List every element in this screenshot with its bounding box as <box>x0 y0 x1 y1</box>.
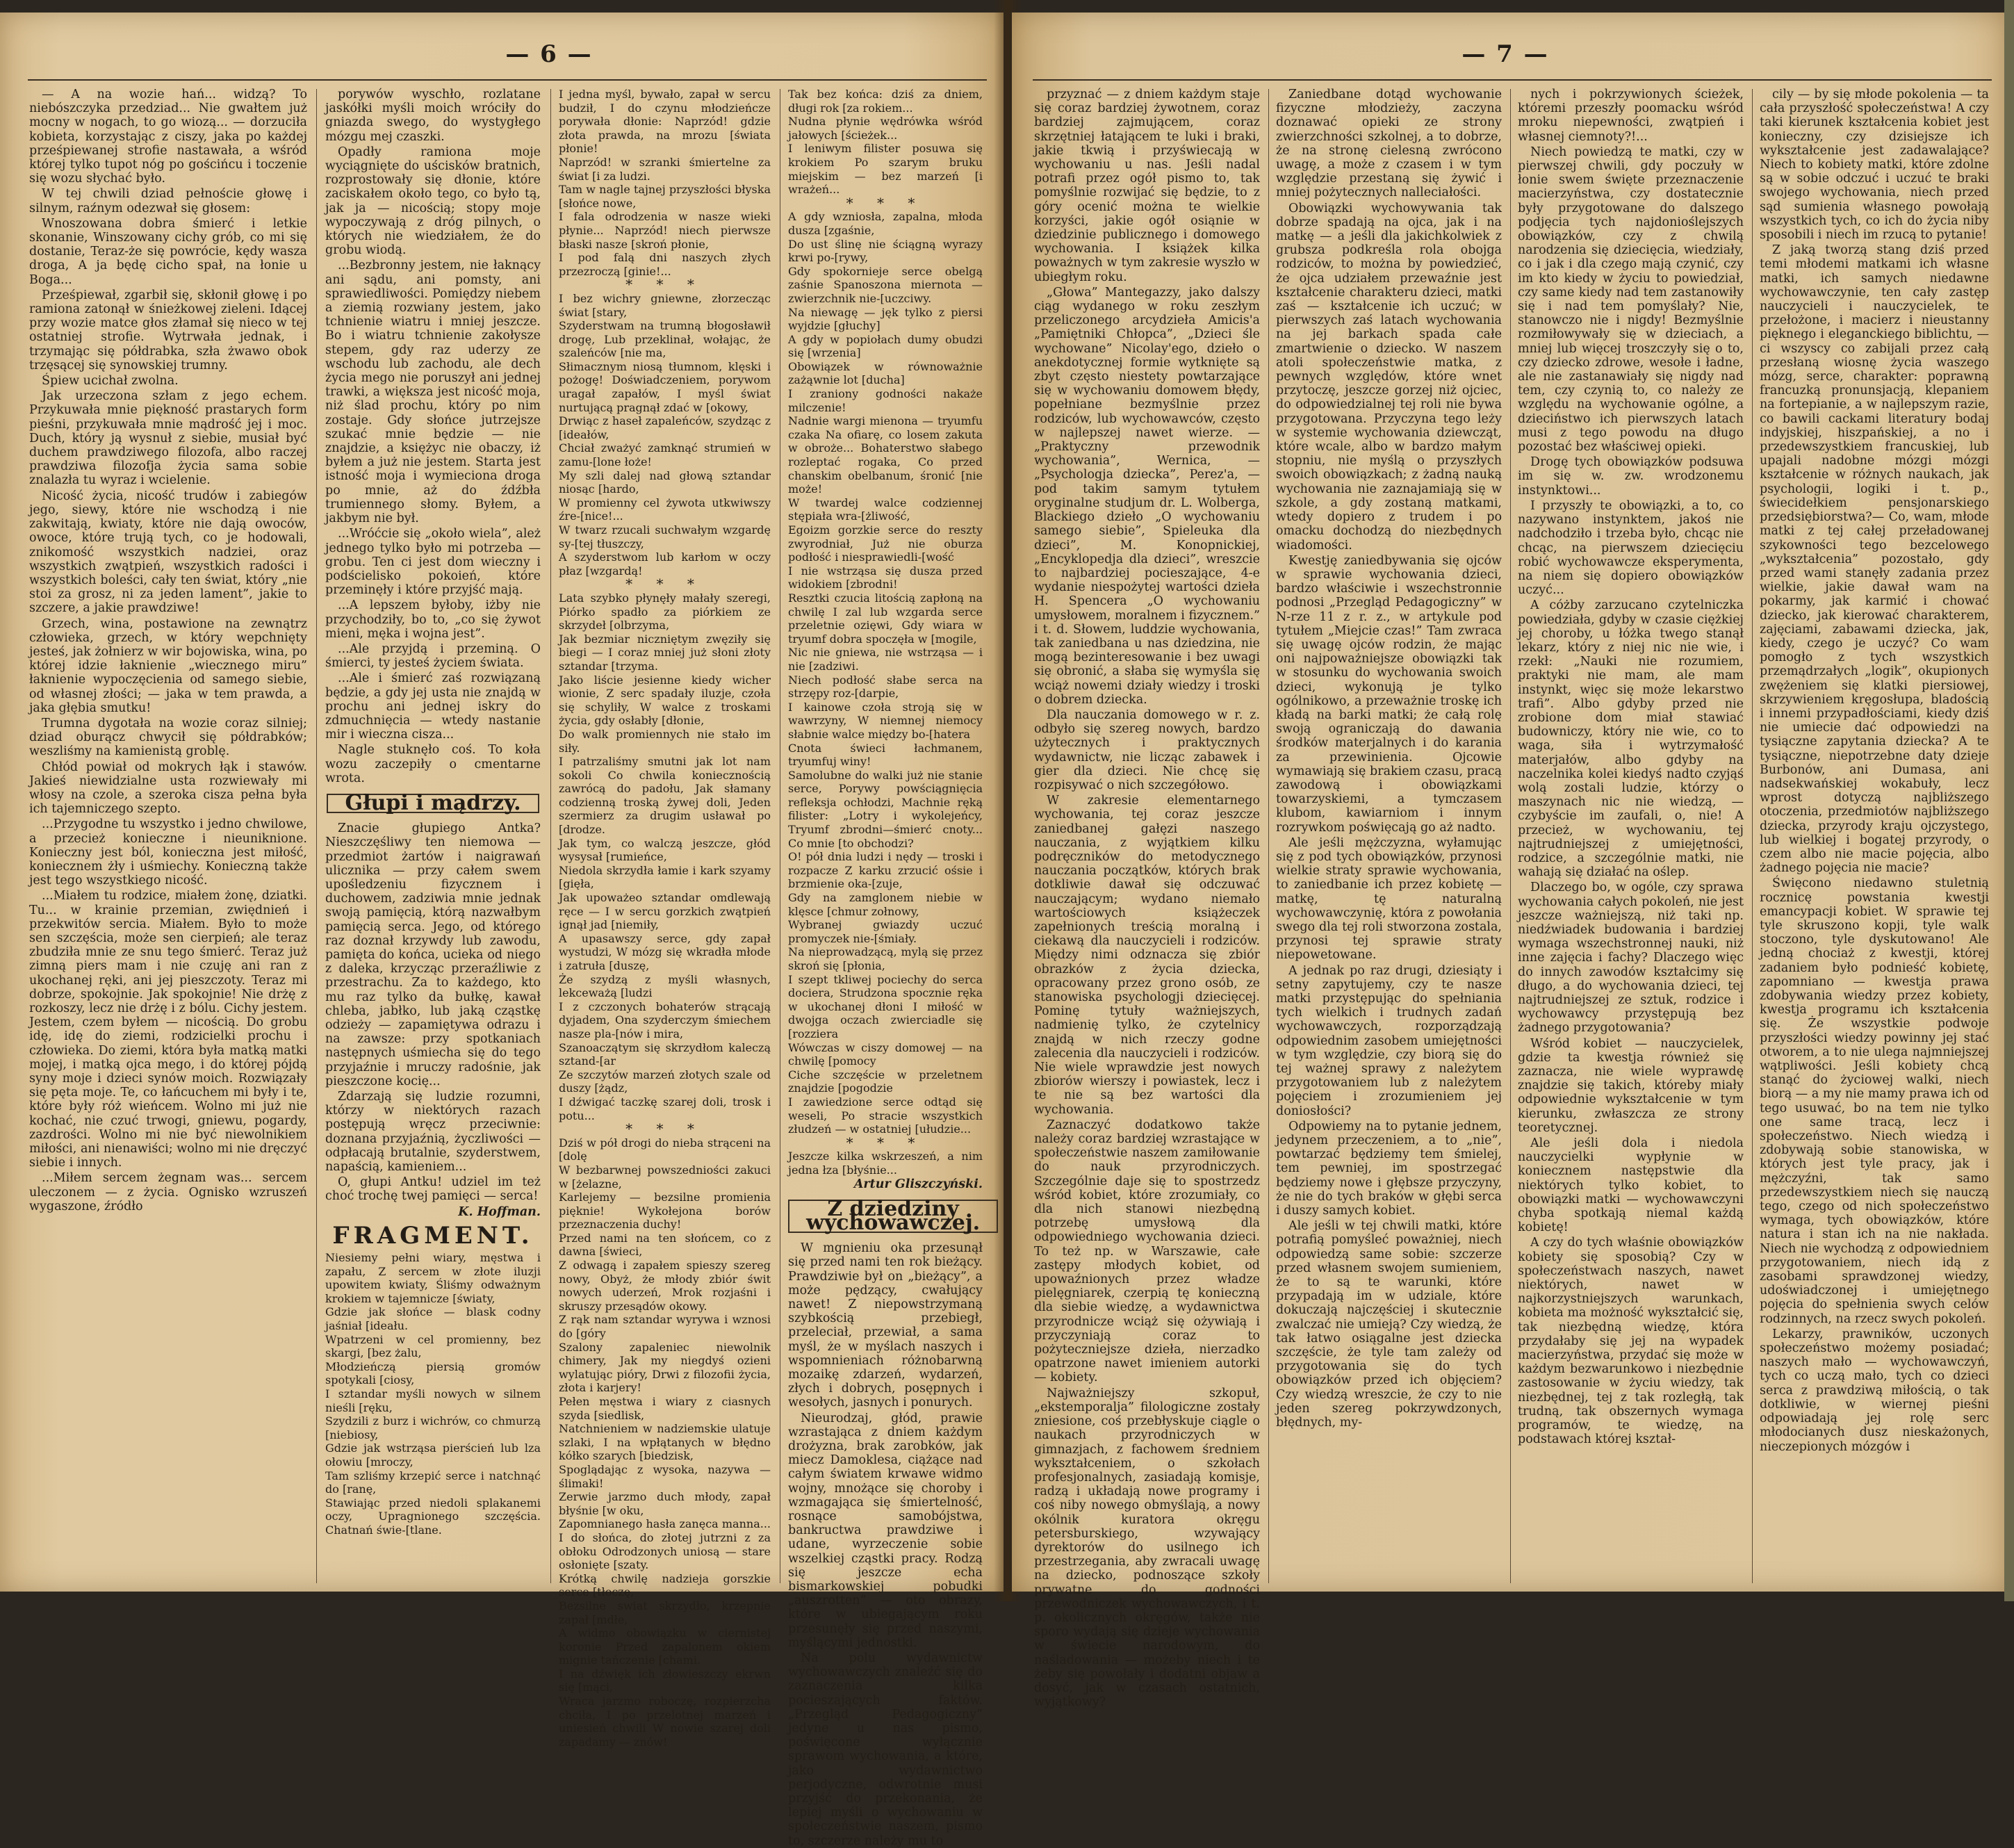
author-signature: Artur Gliszczyński. <box>853 1177 983 1191</box>
paragraph: Niesiemy pełni wiary, męstwa i zapału, Z sercem w złote iluzji upowitem kwiaty, Śliśmy odważnym krokiem w tajemnicze [światy, <box>325 1251 541 1305</box>
column-3 <box>1518 88 1744 1582</box>
paragraph: Gdy na zamglonem niebie w klęsce [chmur zołnowy, <box>788 891 983 918</box>
paragraph: Młodzieńczą piersią gromów spotykali [ciosy, <box>325 1359 541 1387</box>
paragraph: Przed nami na ten słońcem, co z dawna [świeci, <box>559 1231 771 1259</box>
section-separator: * * * <box>625 1120 704 1138</box>
paragraph: „Głowa” Mantegazzy, jako dalszy ciąg wydanego w roku zeszłym przeliczonego arcydzieła Amicis'a „Pamiętniki Chłopca”, „Dzieci śle wychowane” Nicolay'ego, dzieło o anekdotycznej formie wytknięte są zbyt często niestety powtarzające się w wychowaniu domowem błędy, popełniane bezmyślnie przez rodziców, lub wychowawców, często w najlepszej nawet wierze. — „Praktyczny przewodnik wychowania”, Wernica, — „Psychologja dziecka”, Perez'a, — pod takim samym tytułem oryginalne studjum dr. L. Wolberga, Blackiego dzieło „O wychowaniu samego siebie”, Spieleuka dla dzieci”, M. Konopnickiej, „Encyklopedja dla dzieci”, wreszcie to najbardziej pocieszające, 4-e wydanie niespożytej wartości dzieła H. Spencera „O wychowaniu umysłowem, moralnem i fizycznem.” i t. d. Słowem, luddzie wychowania, tak zaniedbana u nas dziedzina, nie mogą bezinteresowanie i bez uwagi się obronić, a słaba się wymyśla się wciąż nowemi działy wiedzy i troski o dobrem dziecka. <box>1034 285 1260 707</box>
paragraph: Nadnie wargi mienona — tryumfu czaka Na ofiarę, co losem zakuta w obroże... Bohaterstwo słabego rozleptać rogaka, Co przed chanskim obelbanum, śronić [nie może! <box>788 414 983 496</box>
paragraph: Ze szczytów marzeń złotych szale od duszy [żądz, <box>559 1068 771 1095</box>
paragraph: Gdzie jak wstrząsa pierścień lub lza ołowiu [mroczy, <box>325 1441 541 1469</box>
paragraph: Natchnieniem w nadziemskie ulatuje szlaki, I na wpłątanych w błędno kółko szarych [biedzisk, <box>559 1422 771 1463</box>
header-rule <box>28 79 987 81</box>
article-title-wrap <box>325 787 541 821</box>
paragraph: Dlaczego bo, w ogóle, czy sprawa wychowania całych pokoleń, nie jest jeszcze ważniejszą, niż taki np. niedźwiadek budowania i bardziej wymaga wszechstronnej nauki, niż inne zajęcia i fachy? Dlaczego więc do innych zawodów kształcimy się długo, a do wychowania dzieci, tej najtrudniejszej ze sztuk, rodzice i wychowawcy przystępują bez żadnego przygotowania? <box>1518 881 1744 1036</box>
paragraph: I przyszły te obowiązki, a to, co nazywano instynktem, jakoś nie nadchodziło i trzeba było, chcąc nie chcąc, na pierwszem dziecięciu robić wychowawcze eksperymenta, na niem się dopiero obowiązków uczyć... <box>1518 498 1744 598</box>
paragraph: I patrzaliśmy smutni jak lot nam sokoli Co chwila koniecznością zawrócą do padołu, Jak słamany codzienną troską żywej doli, Jeden szermierz za drugim usławał po [drodze. <box>559 755 771 837</box>
paragraph: W twarz rzucali suchwałym wzgardę sy-[tej tłuszczy, <box>559 523 771 550</box>
paragraph: Egoizm gorzkie serce do reszty zwyrodniał, Już nie oburza podłość i niesprawiedli-[wość <box>788 523 983 564</box>
paragraph: ...Ale i śmierć zaś rozwiązaną będzie, a gdy jej usta nie znajdą w prochu ani jednej iskry do zdmuchnięcia — wtedy nastanie mir i wieczna cisza... <box>325 671 541 742</box>
paragraph: Ale jeśli dola i niedola nauczycielki wypłynie w koniecznem następstwie dla niektórych tylko kobiet, to obowiązki matki — wychowawczyni chyba spotkają niemal każdą kobietę! <box>1518 1136 1744 1235</box>
paragraph: Śpiew ucichał zwolna. <box>42 374 179 389</box>
paragraph: Opadły ramiona moje wyciągnięte do uścisków bratnich, rozprostowały się dłonie, które zaciskałem około tego, co było tą, jak ja — nicością; stopy moje wypoczywają z dróg pilnych, o których nie wiedziałem, że do grobu wiodą. <box>325 145 541 258</box>
paragraph: O, głupi Antku! udziel im też choć trochę twej pamięci — serca! <box>325 1175 541 1204</box>
paragraph: Najważniejszy szkopuł, „ekstemporalja” filologiczne zostały zniesione, coś przebłyskuje ciągle o naukach przyrodniczych w gimnazjach, z fachowem średniem wykształceniem, o szkołach profesjonalnych, zasiadają komisje, radzą i układają nowe programy i coś niby nowego obmyślają, a nowy okólnik kuratora okręgu petersburskiego, wzywający dyrektorów do usilnego ich przestrzegania, aby zwracali uwagę na dziecko, podnoszące szkoły prywatne do godności przewodniczek wychowawczych, i t. p. okolicznych okręgów, także nie sporo wydają się dzieje wychowania w świecie narodowym, do naśladowania — możeby niech i te żeby się powołały i dodatni objaw a dosyć, jak w czasach ostatnich, wyjątkowy? <box>1034 1386 1260 1710</box>
column-3-poem <box>559 88 771 1749</box>
paragraph: W twardej walce codziennej stępiała wra-[żliwość, <box>788 496 983 523</box>
paragraph: cily — by się młode pokolenia — ta cała przyszłość społeczeństwa! A czy taki kierunek kształcenia kobiet jest konieczny, czy dzisiejsze ich wykształcenie jest zadawalające? Niech to kobiety matki, które zdolne są w sobie odczuć i uczuć te braki swojego wychowania, niech przed sąd sumienia własnego powołają wszystkich tych, co ich do życia niby sposobili i niech im rzucą to pytanie! <box>1760 88 1989 243</box>
paragraph: I dźwigać taczkę szarej doli, trosk i potu... <box>559 1095 771 1122</box>
paragraph: Samolubne do walki już nie stanie serce, Porywy powściągnięcia refleksja ochłodzi, Machnie ręką filister: „Lotry i wykolejeńcy, Tryumf zbrodni—śmierć cnoty... Co mnie [to obchodzi? <box>788 768 983 850</box>
paragraph: Bezsilne swiat skrzydło, krzepnie zapał [mdłe, <box>559 1598 771 1626</box>
section-separator: * * * <box>625 276 704 293</box>
article-title-wrap <box>788 1193 983 1241</box>
paragraph: I szept tkliwej pociechy do serca dociera, Strudzona spocznie ręka w ukochanej dłoni I miłość w dwojga oczach zwierciadle się [rozziera <box>788 972 983 1040</box>
header-rule <box>1033 79 1992 81</box>
poem-body <box>325 1251 541 1537</box>
paragraph: Ale jeśli mężczyzna, wyłamując się z pod tych obowiązków, przynosi wielkie straty sprawie wychowania, to zaniedbanie ich przez kobietę — matkę, tę naturalną wychowawczynię, która z powołania swego dla tej roli stworzona zostala, przynosi tej sprawie straty niepowetowane. <box>1276 835 1502 963</box>
paragraph: I z czczonych bohaterów strącają dyjadem, Ona szyderczym śmiechem nasze pla-[nów i mira, <box>559 999 771 1040</box>
article-title: Głupi i mądrzy. <box>327 794 539 813</box>
scan-edge <box>2004 0 2014 1601</box>
paragraph: Nagle stuknęło coś. To koła wozu zaczepiły o cmentarne wrota. <box>325 743 541 785</box>
paragraph: Dziś w pół drogi do nieba strąceni na [dolę <box>559 1136 771 1163</box>
paragraph: Jak bezmiar niczniętym zwęziły się biegi — I coraz mniej już słoni złoty sztandar [trzyma. <box>559 632 771 673</box>
paragraph: I jedna myśl, bywało, zapał w sercu budził, I do czynu młodzieńcze porywała dłonie: Naprzód! gdzie złota prawda, na mrozu [świata płonie! <box>559 88 771 156</box>
paragraph: Nieurodzaj, głód, prawie wzrastająca z dniem każdym drożyzna, brak zarobków, jak miecz Damoklesa, ciążące nad całym światem krwawe widmo wojny, mnożące się choroby i wzmagająca się śmiertelność, rosnące samobójstwa, bankructwa prawdziwe i udane, wyrzeczenie sobie wszelkiej cząstki pracy. Rodzą się jeszcze echa bismarkowskiej pobudki „auszrotten” — oto obrazy, które w ubiegającym roku przesunęły się przed naszymi, myślącymi jednostki. <box>788 1411 983 1650</box>
paragraph: Zapomnianego hasła zanęca manna... I do słońca, do złotej jutrzni z za obłoku Odrodzonych uniosą — stare osłonięte [szaty. <box>559 1517 771 1572</box>
author-signature: K. Hoffman. <box>458 1204 541 1219</box>
paragraph: ...Miłem sercem żegnam was... sercem uleczonem — z życia. Ognisko wzruszeń wygaszone, źródło <box>29 1171 307 1213</box>
paragraph: Trumna dygotała na wozie coraz silniej; dziad oburącz chwycił się półdrabków; weszliśmy na kamienistą groblę. <box>29 716 307 759</box>
paragraph: I leniwym filister posuwa się krokiem Po szarym bruku miejskim — bez marzeń [i wrażeń... <box>788 142 983 197</box>
column-divider <box>1510 89 1511 1583</box>
paragraph: ...Przygodne tu wszystko i jedno chwilowe, a przecież konieczne i nieuniknione. Konieczny jest ból, konieczna jest miłość, koniecznem żły i uśmiechy. Konieczną także jest tego wszystkiego nicość. <box>29 817 307 888</box>
left-page <box>0 13 1004 1848</box>
paragraph: Wówczas w ciszy domowej — na chwilę [pomocy <box>788 1040 983 1068</box>
paragraph: A gdy w popiołach dumy obudzi się [wrzenia] <box>788 332 983 360</box>
paragraph: I nie wstrząsa się dusza przed widokiem [zbrodni! <box>788 564 983 591</box>
paragraph: Chłód powiał od mokrych łąk i stawów. Jakieś niewidzialne usta rozwiewały mi włosy na czole, a szeroka cisza pełna była ich tajemniczego szepto. <box>29 760 307 817</box>
paragraph: Prześpiewał, zgarbił się, skłonił głowę i po ramiona zatonął w śnieżkowej zieleni. Idącej przy wozie matce głos złamał się nieco w tej ostatniej strofie. Wytrwała jednak, i trzymając się półdrabka, szła żwawo obok trzęsącej się synowskiej trumny. <box>29 288 307 373</box>
paragraph: I fala odrodzenia w nasze wieki płynie... Naprzód! niech pierwsze błaski nasze [skroń płonie, <box>559 210 771 251</box>
paragraph: Wpatrzeni w cel promienny, bez skargi, [bez żalu, <box>325 1332 541 1360</box>
paragraph: A cóżby zarzucano czytelniczka powiedziała, gdyby w czasie ciężkiej jej choroby, u łóżka twego stanął lekarz, który z niej nic nie wie, i rzekł: „Nauki nie rozumiem, praktyki nie mam, ale mam instynkt, więc się może lekarstwo trafi”. Albo gdyby przed nie zrobione dom miał stawiać budowniczy, który nie wie, co to waga, siła i wytrzymałość materjałów, albo gdyby na naczelnika kolei kiedyś nadto czyjąś wolą zostali ludzie, którzy o maszynach nic nie wiedzą, — czybyście im zaufali, o, nie! A przecież, w wychowaniu, tej najtrudniejszej z umiejętności, rodzice, a szczególnie matki, nie wahają się działać na oślep. <box>1518 598 1744 880</box>
paragraph: Do ust ślinę nie ściągną wyrazy krwi po-[rywy, <box>788 237 983 265</box>
paragraph: Jak urzeczona szłam z jego echem. Przykuwała mnie piękność prastarych form pieśni, przykuwała mnie mądrość jej i moc. Duch, który ją wysnuł z siebie, musiał być duchem prawdziwego filozofa, albo raczej prawdziwa filozofja życia sama sobie znalazła tu wyraz i wcielenie. <box>29 389 307 488</box>
paragraph: Z odwagą i zapałem spieszy szereg nowy, Obyż, że młody zbiór świt nowych uderzeń, Mrok rozjaśni i skruszy przesądów okowy. <box>559 1259 771 1313</box>
paragraph: ...Bezbronny jestem, nie łaknący ani sądu, ani pomsty, ani sprawiedliwości. Pomiędzy niebem a ziemią rozwiany jestem, jako tchnienie wiatru i mniej jeszcze. Bo i wiatru tchnienie zakołysze stepem, gdy raz uderzy ze wschodu lub zachodu, ale dech życia mego nie poruszył ani jednej trawki, a większa jest nicość moja, niż ślad prochu, który po nim zostaje. Gdy słońce jutrzejsze szukać mnie będzie — nie znajdzie, a księżyc nie obaczy, iż byłem a już nie jestem. Starta jest istność moja i wymieciona droga po mnie, aż do źdźbła trumiennego słomy. Byłem, a jakbym nie był. <box>325 259 541 526</box>
paragraph: A upasawszy serce, gdy zapał wystudzi, W mózg się wkradła młode i zatruła [duszę, <box>559 931 771 972</box>
paragraph: porywów wyschło, rozlatane jaskółki myśli moich wróciły do gniazda swego, do wystygłego mózgu mej czaszki. <box>325 88 541 144</box>
column-2 <box>325 88 541 1582</box>
column-4 <box>788 88 983 1848</box>
paragraph: Zerwie jarzmo duch młody, zapał błyśnie [w oku, <box>559 1490 771 1517</box>
paragraph: Ciche szczęście w przeletnem znajdzie [pogodzie <box>788 1068 983 1095</box>
paragraph: Dla nauczania domowego w r. z. odbyło się szereg nowych, bardzo użytecznych i praktycznych wydawnictw, nie licząc zabawek i gier dla dzieci. Nie chcę się rozpisywać o nich szczegółowo. <box>1034 708 1260 792</box>
paragraph: Do walk promiennych nie stało im siły. <box>559 727 771 755</box>
paragraph: Lekarzy, prawników, uczonych społeczeństwo możemy posiadać; naszych mało — wychowawczyń, tych co uczą mało, tych co dzieci serca z prawdziwą miłością, o tak dotkliwie, w wiernej pieśni odpowiadają jej rolę serc młodocianych dusz nieskażonych, nieczepionych mózgów i <box>1760 1327 1989 1454</box>
paragraph: Gdy spokornieje serce obelgą zaśnie Spanoszona miernota — zwierzchnik nie-[uczciwy. <box>788 264 983 305</box>
poem-title: FRAGMENT. <box>332 1221 534 1250</box>
paragraph: Na niewagę — jęk tylko z piersi wyjdzie [głuchy] <box>788 305 983 333</box>
paragraph: przyznać — z dniem każdym staje się coraz bardziej żywotnem, coraz bardziej zajmującem, coraz skrzętniej łatającem te luki i braki, jakie tkwią i przyświecają w wychowaniu u nas. Jeśli nadal potrafi przez ogół pismo to, tak pomyślnie rozwijać się będzie, to z góry ocenić można te wielkie korzyści, jakie ogół osiąnie w dziedzinie publicznego i domowego wychowania. I książek kilka poważnych w tym zakresie wyszło w ubiegłym roku. <box>1034 88 1260 284</box>
poem-body <box>788 88 983 1177</box>
paragraph: Pełen męstwa i wiary z ciasnych szyda [siedlisk, <box>559 1395 771 1422</box>
paragraph: Szyderstwam na trumną błogosławił drogę, Lub przeklinał, wołając, że szaleńców [nie ma, <box>559 319 771 360</box>
paragraph: Lata szybko płynęły małały szeregi, Piórko spadło za piórkiem ze skrzydeł [olbrzyma, <box>559 591 771 632</box>
paragraph: Niech powiedzą te matki, czy w pierwszej chwili, gdy poczuły w łonie swem święte przeznaczenie macierzyństwa, czy dostatecznie były przygotowane do dalszego podjęcia tych najdonioślejszych obowiązków, czy z chwilą narodzenia się dziecięcia, wiedziały, co i jak i dla czego mają czynić, czy im kto kiedy w życiu to powiedział, czy same kiedy nad tem zastanowiły się i nad tem pomyślały? Nie, stanowczo nie i nigdy! Bezmyślnie rozmiłowywały się w dzieciach, a mniej lub więcej troszczyły się o to, czy dziecko zdrowe, wesołe i ładne, ale nie zastanawiały się nigdy nad tem, czy czynią to, co należy ze względu na wychowanie ogólne, a dzieciństwo ich pierwszych latach musi z tego powodu na długo pozostać bez właściwej opieki. <box>1518 145 1744 455</box>
paragraph: A szyderstwom lub karłom w oczy płaz [wzgardą! <box>559 550 771 578</box>
paragraph: ...Miałem tu rodzice, miałem żonę, dziatki. Tu... w krainie przemian, zwiędnień i przekwitów sercia. Miałem. Było to może sen szczęścia, może sen cierpień; ale teraz zbudziła mnie ze snu tego śmierć. Teraz już zimną piers mam i nie czuję ani ran z ukochanej ręki, ani jej pieszczoty. Teraz mi dobrze, spokojnie. Jak spokojnie! Nie drżę z rozkoszy, lecz nie drżę i z bólu. Cichy jestem. Jestem, czem byłem — nicością. Do grobu idę, idę do ziemi, rodzicielki prochu i człowieka. Do ziemi, która była matką matki mojej, i matką ojca mego, i do której pójdą syny moje i dzieci synów moich. Rozwiązały się pęta moje. Te, co łańcuchem mi były i te, które były róż wieńcem. Wolno mi już nie kochać, nie czuć trwogi, gniewu, pogardy, zazdrości. Wolno mi nie być niewolnikiem miłości, ani nienawiści; wolno mi nie dręczyć siebie i innych. <box>29 889 307 1170</box>
paragraph: Resztki czucia litością zapłoną na chwilę I zal lub wzgarda serce przeletnie ozięwi, Gdy wiara w tryumf dobra spoczęła w [mogile, <box>788 591 983 646</box>
paragraph: Odpowiemy na to pytanie jednem, jedynem przeczeniem, a to „nie”, powtarzać będziemy tem śmielej, tem pewniej, im spostrzegać będziemy nowe i głębsze przyczyny, że nie do tych braków w głębi serca i duszy samych kobiet. <box>1276 1119 1502 1218</box>
section-separator: * * * <box>846 194 925 211</box>
paragraph: Szanoaczątym się skrzydłom kaleczą sztand-[ar <box>559 1040 771 1068</box>
paragraph: I zraniony godności nakaże milczenie! <box>788 387 983 414</box>
paragraph: Gdzie jak słońce — blask codny jaśniał [ideału. <box>325 1305 541 1333</box>
paragraph: Nudna płynie wędrówka wśród jałowych [ścieżek... <box>788 115 983 142</box>
page-number: — 7 — <box>1462 40 1549 68</box>
column-1 <box>29 88 307 1582</box>
paragraph: Zdarzają się ludzie rozumni, którzy w niektórych razach postępują wręcz przeciwnie: doznana przyjaźnią, życzliwości — odpłacają brutalnie, szyderstwem, napaścią, kamieniem... <box>325 1090 541 1175</box>
column-divider <box>1268 89 1269 1583</box>
page-number: — 6 — <box>505 40 593 68</box>
paragraph: O! pół dnia ludzi i nędy — troski i rozpacze Z karku zrzucić ośsie i brzmienie oka-[zuje, <box>788 850 983 891</box>
paragraph: Tam w nagle tajnej przyszłości błyska [słońce nowe, <box>559 183 771 210</box>
paragraph: Grzech, wina, postawione na zewnątrz człowieka, grzech, w który wepchnięty jesteś, jak żołnierz w wir bojowiska, wina, po której idzie łaknienie „wiecznego miru” łaknienie wypoczęcienia od samego siebie, od własnej złości; — jaka w tem prawda, a jaka głębia smutku! <box>29 616 307 715</box>
paragraph: Niedola skrzydła łamie i kark szyamy [gięła, <box>559 863 771 891</box>
paragraph: Święcono niedawno stuletnią rocznicę powstania kwestji emancypacji kobiet. W sprawie tej tyle skruszono kopji, tyle walk stoczono, tyle dyskutowano! Ale jedną chociaż z kwestji, której zadaniem było podnieść kobietę, zapomniano — kwestja prawa zdobywania wiedzy przez kobiety, kwestja programu ich kształcenia się. Że wszystkie podwoje przyszłości wiedzy powinny jej stać otworem, a to nie ulega najmniejszej wątpliwości. Jeśli kobiety chcą stanąć do życiowej walki, niech biorą — a my nie mamy prawa ich od tego usuwać, bo na tem nie tylko one same tracą, lecz i społeczeństwo. Niech wiedzą i zdobywają sobie stanowiska, w których jest tyle pracy, jak i mężczyźni, tak samo przedewszystkiem niech się nauczą tego, czego od nich społeczeństwo wymaga, tych obowiązków, które natura i stan ich na nie nakłada. Niech nie wychodzą z odpowiedniem przygotowaniem, niech idą z zasobami sprawdzonej wiedzy, udoświadczonej i umiejętnego pojęcia do spełnienia swych celów rodzinnych, na rzecz swych pokoleń. <box>1760 876 1989 1326</box>
paragraph: I sztandar myśli nowych w silnem nieśli [ręku, <box>325 1387 541 1414</box>
paragraph: nych i pokrzywionych ścieżek, któremi przeszły poomacku wśród mroku niepewności, zwątpień i własnej ciemnoty?!... <box>1518 88 1744 144</box>
paragraph: I na dźwięk ich złowieszczy ekrwn się [mąci, <box>559 1667 771 1694</box>
paragraph: Szydzili z burz i wichrów, co chmurzą [niebiosy, <box>325 1414 541 1441</box>
paragraph: W promienny cel żywota utkwiwszy źre-[nice!... <box>559 496 771 523</box>
paragraph: Wśród kobiet — nauczycielek, gdzie ta kwestja również się zaznacza, nie wiele wyprawdę znajdzie się takich, któreby miały odpowiednie wykształcenie w tym kierunku, zwłaszcza ze strony teoretycznej. <box>1518 1036 1744 1135</box>
paragraph: ...A lepszem byłoby, iżby nie przychodziły, bo to, „co się żywot mieni, męka i wojna jest”. <box>325 598 541 641</box>
paragraph: Wnoszowana dobra śmierć i letkie skonanie, Winszowany cichy grób, co mi się dostanie, Teraz-że się powrócie, kędy wasza droga, A ja będę cicho spał, na łonie u Boga... <box>29 216 307 287</box>
paragraph: Zaznaczyć dodatkowo także należy coraz bardziej wzrastające w społeczeństwie naszem zamiłowanie do nauk przyrodniczych. Szczególnie daje się to spostrzedz wśród kobiet, które zrozumiały, co dla nich stanowi niezbędną potrzebę umysłową dla odpowiedniego wychowania dzieci. To też np. w Warszawie, całe zastępy młodych kobiet, od upowaźnionych przez władze pielęgniarek, czerpią tę konieczną dla siebie wiedzę, a wydawnictwa przyrodnicze wciąż się ożywiają i przyczyniają coraz to pożyteczniejsze dzieła, nierzadko opatrzone nawet imieniem autorki — kobiety. <box>1034 1118 1260 1385</box>
paragraph: Krótką chwilę nadzieja gorszkie serce [tłoczę, <box>559 1571 771 1599</box>
paragraph: Ale jeśli w tej chwili matki, które potrafią pomyśleć poważniej, niech odpowiedzą same sobie: szczerze przed własnem swojem sumieniem, że to są te warunki, które przypadają im w udziale, które dokuczają najczęściej i skutecznie zwalczać nie umieją? Czy wiedzą, że tak łatwo osiągalne jest dziecka szczęście, że tyle tam zależy od przygotowania się do tych obowiązków przed ich objęciem? Czy wiedzą wreszcie, że czy to nie jeden szereg pokrzywdzonych, błędnych, my- <box>1276 1219 1502 1430</box>
paragraph: Jako liście jesienne kiedy wicher wionie, Z serc spadały iluzje, czoła się schyliły, W walce z troskami życia, gdy osłabły [dłonie, <box>559 673 771 728</box>
paragraph: Z jaką tworzą stang dziś przed temi młodemi matkami ich własne matki, ich samych niedawne wychowawczynie, ten cały zastęp nauczycieli i nauczycielek, te przełożone, i macierz i nieustanny pięknego i eleganckiego biblichtu, — ci wszyscy co zabijali przez całą przesłaną wiosnę życia waszego mózg, serce, charakter: poprawną francuzką pronunsjacją, klepaniem na fortepianie, a w najlepszym razie, co bawili cackami literatury bodaj indyjskiej, hiszpańskiej, a no i przedewszystkiem francuskiej, lub upajali nadobne mózgi mózgi kształcenie w różnych naukach, jak psychologii, logiki i t. p., świecidełkiem pensjonarskiego przedsiębiorstwa?— Co, wam, młode matki z tej całej przeładowanej szykowności tego bezcelowego „wykształcenia” pozostało, gdy przed wami stanęły zadania przez wielkie, jakie dawał wam na pokarmy, jak karmić i chować dziecko, jak kierować charakterem, zajęciami, zabawami dziecka, jak, kiedy, czego je uczyć? Co wam pomogło z tych wszystkich przemądrzałych „logik”, okupionych zwężeniem się klatki piersiowej, skrzywieniem kręgosłupa, bladością i innemi przypadłościami, kiedy dziś nie umiecie dać odpowiedzi na tysiączne zapytania dziecka? A te tysiączne, niepotrzebne daty dzieje Burbonów, ani Dumasa, ani nadsekwańskiej wokabuły, lecz wprost dotyczą najbliższego otoczenia, przedmiotów najbliższego dziecka, przyrody kraju ojczystego, lub wielkiej i bogatej przyrody, o czem albo nie macie pojęcia, albo żadnego pojęcia nie macie? <box>1760 243 1989 876</box>
section-separator: * * * <box>625 575 704 593</box>
paragraph: A czy do tych właśnie obowiązków kobiety się sposobią? Czy w społeczeństwach naszych, nawet niektórych, nawet w najkorzystniejszych warunkach, kobieta ma możność wykształcić się, tak niezbędną wiedzę, która przydałaby się jej na wypadek macierzyństwa, przydać się może w każdym bezwarunkowo i niezbędnie zastosowanie w życiu wiedzy, tak niezbędnej, tej z tak rozległą, tak trudną, tak obszernych wymaga programów, te wiedzę, na podstawach której kształ- <box>1518 1236 1744 1447</box>
paragraph: Z rąk nam sztandar wyrywa i wznosi do [góry <box>559 1313 771 1341</box>
paragraph: Zaniedbane dotąd wychowanie fizyczne młodzieży, zaczyna doznawać opieki ze strony zwierzchności szkolnej, a to dobrze, że na stronę cielesną zwrócono uwagę, a może z czasem i w tym względzie przestaną się żywić i mniej pożytecznych nalleciałości. <box>1276 88 1502 200</box>
paragraph: Na nieprowadzącą, mylą się przez skroń się [płonia, <box>788 945 983 972</box>
paragraph: W zakresie elementarnego wychowania, tej coraz jeszcze zaniedbanej gałęzi naszego nauczania, z wyjątkiem kilku podręczników do metodycznego nauczania początków, których brak dotkliwie dawał się odczuwać nauczającym; wydano niemało wartościowych książeczek zapełnionych treścią moralną i ciekawą dla nauczycieli i rodziców. Między nimi odznacza się zbiór obrazków z życia dziecka, opracowany przez grono osób, ze stanowiska psychologji dziecięcej. Pominę tytuły ważniejszych, nadmienię tylko, że czytelnicy znajdą w nich rzeczy godne zalecenia dla nauczycieli i rodziców. Nie wiele wprawdzie jest nowych zbiorów wierszy i powiastek, lecz i te nie są bez wartości dla wychowania. <box>1034 794 1260 1117</box>
paragraph: W tej chwili dziad pełnoście głowę i silnym, raźnym odezwał się głosem: <box>29 187 307 215</box>
paragraph: Wybranej gwiazdy uczuć promyczek nie-[śmiały. <box>788 918 983 945</box>
paragraph: Nic nie gniewa, nie wstrząsa — i nie [zadziwi. <box>788 646 983 673</box>
paragraph: I pod falą dni naszych złych przezroczą [ginie!... <box>559 251 771 278</box>
column-1 <box>1034 88 1260 1710</box>
paragraph: Szalony zapaleniec niewolnik chimery, Jak my niegdyś ozieni wylatując pióry, Drwi z filozofii życia, złota i karjery! <box>559 1340 771 1395</box>
paragraph: Że szydzą z myśli własnych, lekceważą [ludzi <box>559 972 771 1000</box>
paragraph: Niech podłość słabe serca na strzępy roz-[darpie, <box>788 673 983 701</box>
paragraph: Stawiając przed niedoli splakanemi oczy, Upragnionego szczęścia. Chatnań świe-[tlane. <box>325 1496 541 1537</box>
paragraph: Naprzód! w szranki śmiertelne za świat [i za ludzi. <box>559 155 771 183</box>
paragraph: Drwiąc z haseł zapaleńców, szydząc z [ideałów, <box>559 414 771 441</box>
paragraph: Na polu wydawnictw wychowawczych znaleźć się do zaznaczenia kilka pocieszających faktów. „Przegląd Pedagogiczny” jedyne u nas pismo, poświęcone wyłącznie sprawom wychowania, a które, jako wydawnictwo perjodyczne, odwrotnie musi przyjść do przekonania, że lepiej myśli o wychowaniu w społeczeństwie naszem, pismo to, szczerze należy mu to <box>788 1651 983 1848</box>
column-2 <box>1276 88 1502 1582</box>
column-divider <box>550 89 551 1583</box>
paragraph: Nicość życia, nicość trudów i zabiegów jego, siewy, które nie wschodzą i nie zakwitają, kwiaty, które nie dają owoców, owoce, które trują tych, co je hodowali, znikomość wszystkich nadziei, oraz wszystkich zwątpień, wszystkich radości i wszystkich boleści, cały ten świat, który „nie stoi za grosz, ni za jeden lament”, jakie to szczere, a jakie prawdziwe! <box>29 489 307 616</box>
paragraph: Spoglądając z wysoka, nazywa — ślimaki! <box>559 1462 771 1490</box>
right-page <box>1012 13 2007 1710</box>
paragraph: Chciał zważyć zamknąć strumień w zamu-[lone łoże! <box>559 441 771 469</box>
paragraph: ...Wróćcie się „około wiela”, ależ jednego tylko było mi potrzeba — grobu. Ten ci jest dom wieczny i podścielisko pokoień, które przeminęły i które przyjść mają. <box>325 527 541 598</box>
paragraph: My szli dalej nad głową sztandar niosąc [hardo, <box>559 468 771 496</box>
column-divider <box>1752 89 1753 1583</box>
paragraph: Tak bez końca: dziś za dniem, długi rok [za rokiem... <box>788 88 983 115</box>
paragraph: W mgnieniu oka przesunął się przed nami ten rok bieżący. Prawdziwie był on „bieżący”, a może pędzący, cwałujący nawet! Z niepowstrzymaną szybkością przebiegł, przeleciał, przewiał, a sama myśl, że w myślach naszych i wspomnieniach różnobarwną mozaikę zdarzeń, wydarzeń, złych i dobrych, posępnych i wesołych, jasnych i ponurych. <box>788 1241 983 1410</box>
paragraph: A widmo obowiązku w ciernistej koronie Przed zapalonem okiem mignie tańczenie [chami. <box>559 1626 771 1667</box>
paragraph: Obowiązki wychowywania tak dobrze spadają na ojca, jak i na matkę — a jeśli dla jakichkolwiek z grubsza podkreśla rola obojga rodziców, to można by powiedzieć, że ojca udziałem przewaźnie jest kształcenie charakteru dzieci, matki zaś — kształcenie ich uczuć; w pierwszych zaś latach wychowania na jej barkach spada całe zmartwienie o dziecko. W naszem atoli społeczeństwie matka, z pewnych względów, które wnet przytoczę, jeszcze gorzej niż ojciec, do odpowiedzialnej tej roli nie bywa przygotowana. Przyczyna tego leży w systemie wychowania dziewcząt, które wcale, albo w bardzo małym stopniu, nie myślą o przyszłych swoich obowiązkach; z żadną nauką wychowania nie zaznajamiają się w szkole, a gdy zostaną matkami, wtedy dopiero z trudem i po omacku dochodzą do niezbędnych wiadomości. <box>1276 201 1502 553</box>
section-separator: * * * <box>846 1134 925 1151</box>
paragraph: ...Ale przyjdą i przeminą. O śmierci, ty jesteś życiem świata. <box>325 641 541 671</box>
paragraph: — A na wozie hań... widzą? To niebószczyka przedziad... Nie gwałtem już mocny w nogach, to go wiozą... — dorzuciła kobieta, korzystając z ciszy, jaka po każdej prześpiewanej strofie nastawała, a wśród której tylko tupot nóg po gościńcu i toczenie się wozu słychać było. <box>29 88 307 186</box>
paragraph: I zawiedzione serce odtąd się weseli, Po stracie wszystkich złudzeń — w ostatniej [ułudzie... <box>788 1095 983 1136</box>
paragraph: Tam szliśmy krzepić serce i natchnąć do [ranę, <box>325 1469 541 1496</box>
paragraph: I kainowe czoła stroją się w wawrzyny, W niemnej niemocy słabnie walce między bo-[hatera <box>788 700 983 741</box>
paragraph: Kwestję zaniedbywania się ojców w sprawie wychowania dzieci, bardzo właściwie i wszechstronnie podnosi „Przegląd Pedagogiczny” w N-rze 11 z r. z., w artykule pod tytułem „Miejcie czas!” Tam zwraca się uwagę ojców rodzin, że mając oni najpoważniejsze obowiązki tak w stosunku do wychowania swoich dzieci, wykonują je tylko ogólnikowo, a przeważnie troskę ich kładą na barki matki; że całą rolę swoją ograniczają do dawania środków materjalnych i do karania za przewinienia. Ojcowie wymawiają się brakiem czasu, pracą zawodową i obowiązkami towarzyskiemi, a tymczasem klubom, kawiarniom i innym rozrywkom poświęcają go aż nadto. <box>1276 553 1502 835</box>
paragraph: A jednak po raz drugi, dziesiąty i setny zapytujemy, czy te nasze matki przystępując do spełniania tych wielkich i trudnych zadań wychowawczych, rozporządzają odpowiednim zasobem umiejętności w tym względzie, czy biorą się do tej ważnej sprawy z należytem przygotowaniem lub z należytem pojęciem i zrozumieniem jej doniosłości? <box>1276 963 1502 1118</box>
paragraph: W bezbarwnej powszedniości zakuci w [żelazne, <box>559 1163 771 1191</box>
paragraph: Wraca jarzmo roboczę, rozpierzcha chciła, I po przelotnej marzeń i uniesień chwili W nowie szarej doli zapadamy — znów! <box>559 1694 771 1749</box>
paragraph: Drogę tych obowiązków podsuwa im się w. zw. wrodzonemu instynktowi... <box>1518 455 1744 498</box>
paragraph: I bez wichry gniewne, złorzecząc świat [stary, <box>559 291 771 319</box>
column-4 <box>1760 88 1989 1582</box>
paragraph: Znacie głupiego Antka? Nieszczęśliwy ten niemowa — przedmiot żartów i naigrawań ulicznika — przy całem swem upośledzeniu fizycznem i duchowem, zadziwia mnie jednak swoją pamięcią, którą nazwałbym pamięcią serca. Jego, od którego raz doznał krzywdy lub zawodu, pamięta do końca, ucieka od niego z daleka, krzycząc przeraźliwie z przestrachu. Za to każdego, kto mu raz tylko da bułkę, kawał chleba, jabłko, lub jaką cząstkę odzieży — zapamiętywa odrazu i na zawsze: przy spotkaniach następnych uśmiecha się do tego przyjaźnie i mruczy radośnie, jak pieszczone kocię... <box>325 821 541 1088</box>
paragraph: Karlejemy — bezsilne promienia pięknie! Wykołejona borów przeznaczenia duchy! <box>559 1191 771 1232</box>
article-title: Z dziedziny wychowawczej. <box>788 1200 998 1233</box>
paragraph: Jeszcze kilka wskrzeszeń, a nim jedna łza [błyśnie... <box>788 1150 983 1177</box>
paragraph: Jak upoważeo sztandar omdlewają ręce — I w sercu gorzkich zwątpień ignął jad [niemiły, <box>559 891 771 932</box>
paragraph: Cnota świeci łachmanem, tryumfuj winy! <box>788 741 983 769</box>
column-divider <box>316 89 317 1583</box>
paragraph: Obowiązek w równoważnie zażąwnie lot [ducha] <box>788 359 983 387</box>
paragraph: Jak tym, co walczą jeszcze, głód wysysał [rumieńce, <box>559 836 771 864</box>
paragraph: Słimacznym niosą tłumnom, klęski i pożogę! Doświadczeniem, porywom uragał zapałów, I myśl świat nurtującą pragnął zdać w [okowy, <box>559 359 771 414</box>
paragraph: A gdy wzniosła, zapalna, młoda dusza [zgaśnie, <box>788 210 983 237</box>
